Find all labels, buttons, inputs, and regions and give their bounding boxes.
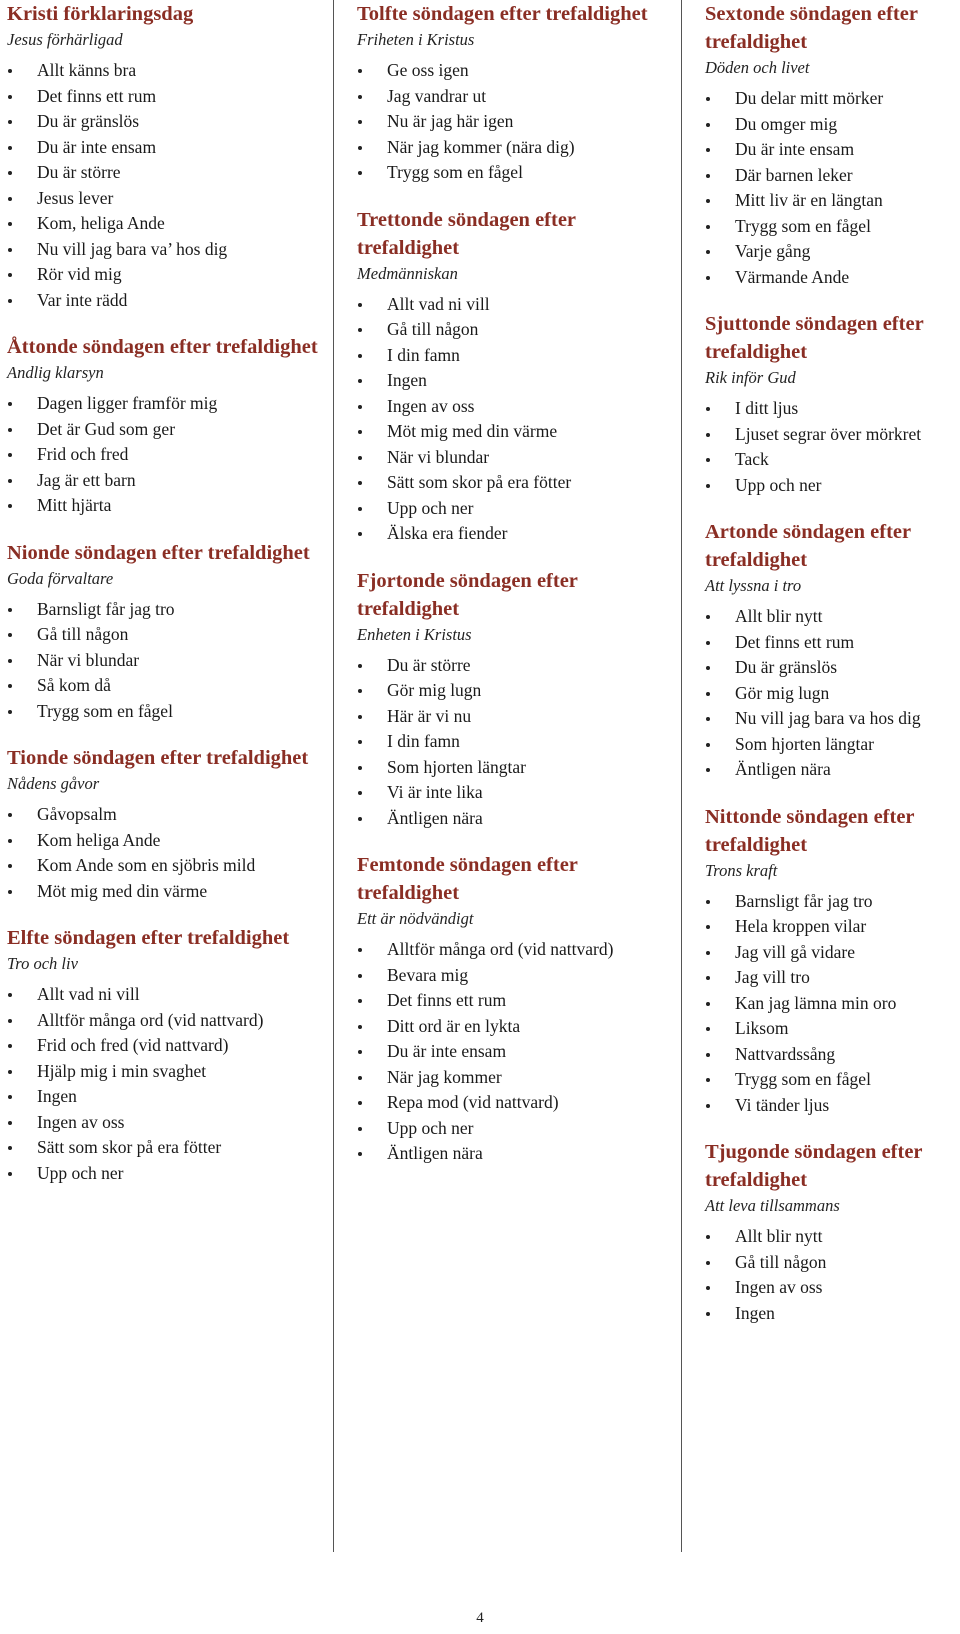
song-list-item: Det är Gud som ger [7,417,333,443]
song-list-item: Värmande Ande [705,265,960,291]
song-list-item: Kom, heliga Ande [7,211,333,237]
song-list-item: Varje gång [705,239,960,265]
section-title: Nionde söndagen efter trefaldighet [7,541,310,564]
sunday-section [7,924,333,1186]
song-list-item: Älska era fiender [357,521,681,547]
song-list [7,58,333,313]
song-list-item: Nu vill jag bara va hos dig [705,706,960,732]
section-theme: Att leva tillsammans [705,1196,840,1215]
song-list-item: Frid och fred (vid nattvard) [7,1033,333,1059]
song-list-item: Du delar mitt mörker [705,86,960,112]
song-list-item: Du är gränslös [7,109,333,135]
section-theme: Trons kraft [705,860,778,880]
song-list-item: Äntligen nära [357,806,681,832]
song-list-item: Så kom då [7,673,333,699]
song-list-item: Trygg som en fågel [705,1067,960,1093]
song-list-item: Gör mig lugn [705,681,960,707]
song-list-item: Ge oss igen [357,58,681,84]
section-theme: Att lyssna i tro [705,576,802,595]
song-list-item: När jag kommer (nära dig) [357,135,681,161]
song-list-item: Möt mig med din värme [7,879,333,905]
song-list-item: Gåvopsalm [7,802,333,828]
section-title: Sjuttonde söndagen efter trefaldighet [705,313,924,363]
section-title: Sextonde söndagen efter trefaldighet [705,3,918,53]
song-list-item: Allt vad ni vill [7,982,333,1008]
song-list-item: Ingen [7,1084,333,1110]
sunday-section [705,518,960,783]
section-theme: Friheten i Kristus [357,30,475,49]
song-list-item: Mitt hjärta [7,493,333,519]
song-list-item: Här är vi nu [357,704,681,730]
song-list-item: Kom Ande som en sjöbris mild [7,853,333,879]
song-list-item: Trygg som en fågel [357,160,681,186]
sunday-section [705,803,960,1119]
song-list-item: Bevara mig [357,963,681,989]
song-list [357,58,681,186]
song-list-item: Hjälp mig i min svaghet [7,1059,333,1085]
section-title: Tjugonde söndagen efter trefaldighet [705,1141,923,1191]
song-list-item: Allt blir nytt [705,604,960,630]
sunday-section [7,744,333,904]
song-list-item: Barnsligt får jag tro [7,597,333,623]
sunday-section [357,851,681,1167]
song-list-item: Ditt ord är en lykta [357,1014,681,1040]
song-list-item: Som hjorten längtar [705,732,960,758]
song-list [357,653,681,832]
song-list-item: Jag är ett barn [7,468,333,494]
section-theme: Tro och liv [7,954,78,973]
song-list-item: Gör mig lugn [357,678,681,704]
song-list-item: Allt känns bra [7,58,333,84]
song-list-item: Upp och ner [357,1116,681,1142]
song-list [7,597,333,725]
song-list-item: Trygg som en fågel [7,699,333,725]
song-list-item: I din famn [357,729,681,755]
song-list-item: Allt vad ni vill [357,292,681,318]
section-title: Tolfte söndagen efter trefaldighet [357,3,648,25]
section-theme: Jesus förhärligad [7,30,123,49]
song-list-item: Kom heliga Ande [7,828,333,854]
song-list-item: Jesus lever [7,186,333,212]
song-list-item: Nu är jag här igen [357,109,681,135]
section-title: Fjortonde söndagen efter trefaldighet [357,569,578,620]
song-list-item: Mitt liv är en längtan [705,188,960,214]
song-list-item: Äntligen nära [357,1141,681,1167]
song-list-item: Gå till någon [7,622,333,648]
song-list-item: Som hjorten längtar [357,755,681,781]
song-list-item: Det finns ett rum [357,988,681,1014]
section-title: Tionde söndagen efter trefaldighet [7,747,309,769]
section-title: Femtonde söndagen efter trefaldighet [357,854,578,904]
song-list-item: När vi blundar [7,648,333,674]
song-list-item: Du omger mig [705,112,960,138]
section-theme: Nådens gåvor [7,774,100,793]
song-list-item: Du är inte ensam [7,135,333,161]
sunday-section [7,0,333,313]
song-list-item: Du är inte ensam [705,137,960,163]
song-list [705,889,960,1119]
song-list-item: Ljuset segrar över mörkret [705,422,960,448]
song-list-item: Du är inte ensam [357,1039,681,1065]
song-list-item: Det finns ett rum [7,84,333,110]
song-list-item: Barnsligt får jag tro [705,889,960,915]
song-list [7,982,333,1186]
song-list [705,86,960,290]
song-list-item: Repa mod (vid nattvard) [357,1090,681,1116]
sunday-section [7,539,333,725]
song-list-item: Jag vandrar ut [357,84,681,110]
song-list-item: Vi tänder ljus [705,1093,960,1119]
song-list-item: Alltför många ord (vid nattvard) [357,937,681,963]
section-title: Artonde söndagen efter trefaldighet [705,521,911,571]
song-list-item: Hela kroppen vilar [705,914,960,940]
song-list-item: Allt blir nytt [705,1224,960,1250]
song-list-item: Upp och ner [357,496,681,522]
song-list [7,802,333,904]
song-list-item: När jag kommer [357,1065,681,1091]
song-list-item: Gå till någon [705,1250,960,1276]
column-3 [681,0,960,1552]
sunday-section [357,567,681,832]
section-theme: Ett är nödvändigt [357,909,474,928]
song-list-item: Gå till någon [357,317,681,343]
song-list-item: Ingen av oss [357,394,681,420]
song-list-item: Äntligen nära [705,757,960,783]
section-theme: Rik inför Gud [705,368,796,387]
song-list-item: Rör vid mig [7,262,333,288]
song-list-item: När vi blundar [357,445,681,471]
song-list-item: Sätt som skor på era fötter [357,470,681,496]
section-theme: Medmänniskan [357,263,458,283]
sunday-section [705,1138,960,1326]
song-list-item: Möt mig med din värme [357,419,681,445]
section-title: Elfte söndagen efter trefaldighet [7,927,290,949]
song-list-item: Var inte rädd [7,288,333,314]
sunday-section [357,206,681,547]
song-list-item: Ingen av oss [705,1275,960,1301]
song-list-item: Vi är inte lika [357,780,681,806]
sunday-section [7,333,333,519]
page-number: 4 [476,1610,484,1626]
song-list [357,937,681,1167]
song-list [357,292,681,547]
song-list-item: Jag vill tro [705,965,960,991]
song-list-item: Upp och ner [705,473,960,499]
song-list-item: I din famn [357,343,681,369]
song-list-item: Du är gränslös [705,655,960,681]
song-list-item: Tack [705,447,960,473]
section-title: Åttonde söndagen efter trefaldighet [7,336,318,358]
section-title: Trettonde söndagen efter trefaldighet [357,208,576,259]
section-title: Nittonde söndagen efter trefaldighet [705,805,915,856]
song-list-item: Nattvardssång [705,1042,960,1068]
section-theme: Andlig klarsyn [7,363,104,382]
section-theme: Döden och livet [705,58,810,77]
sunday-section [705,310,960,498]
song-list [705,604,960,783]
song-list-item: I ditt ljus [705,396,960,422]
section-theme: Enheten i Kristus [357,624,472,644]
song-list [705,1224,960,1326]
song-list-item: Liksom [705,1016,960,1042]
song-list [705,396,960,498]
song-list-item: Det finns ett rum [705,630,960,656]
song-list-item: Trygg som en fågel [705,214,960,240]
song-list-item: Där barnen leker [705,163,960,189]
column-2 [333,0,681,1552]
sunday-section [705,0,960,290]
song-list-item: Ingen [357,368,681,394]
song-list-item: Ingen av oss [7,1110,333,1136]
song-list-item: Sätt som skor på era fötter [7,1135,333,1161]
song-list-item: Kan jag lämna min oro [705,991,960,1017]
song-list-item: Upp och ner [7,1161,333,1187]
sunday-section [357,0,681,186]
section-theme: Goda förvaltare [7,568,114,588]
column-1 [0,0,333,1552]
song-list-item: Jag vill gå vidare [705,940,960,966]
song-list-item: Alltför många ord (vid nattvard) [7,1008,333,1034]
song-list-item: Du är större [357,653,681,679]
section-title: Kristi förklaringsdag [7,3,194,25]
song-list-item: Ingen [705,1301,960,1327]
song-list [7,391,333,519]
song-list-item: Nu vill jag bara va’ hos dig [7,237,333,263]
song-list-item: Dagen ligger framför mig [7,391,333,417]
song-list-item: Frid och fred [7,442,333,468]
song-list-item: Du är större [7,160,333,186]
